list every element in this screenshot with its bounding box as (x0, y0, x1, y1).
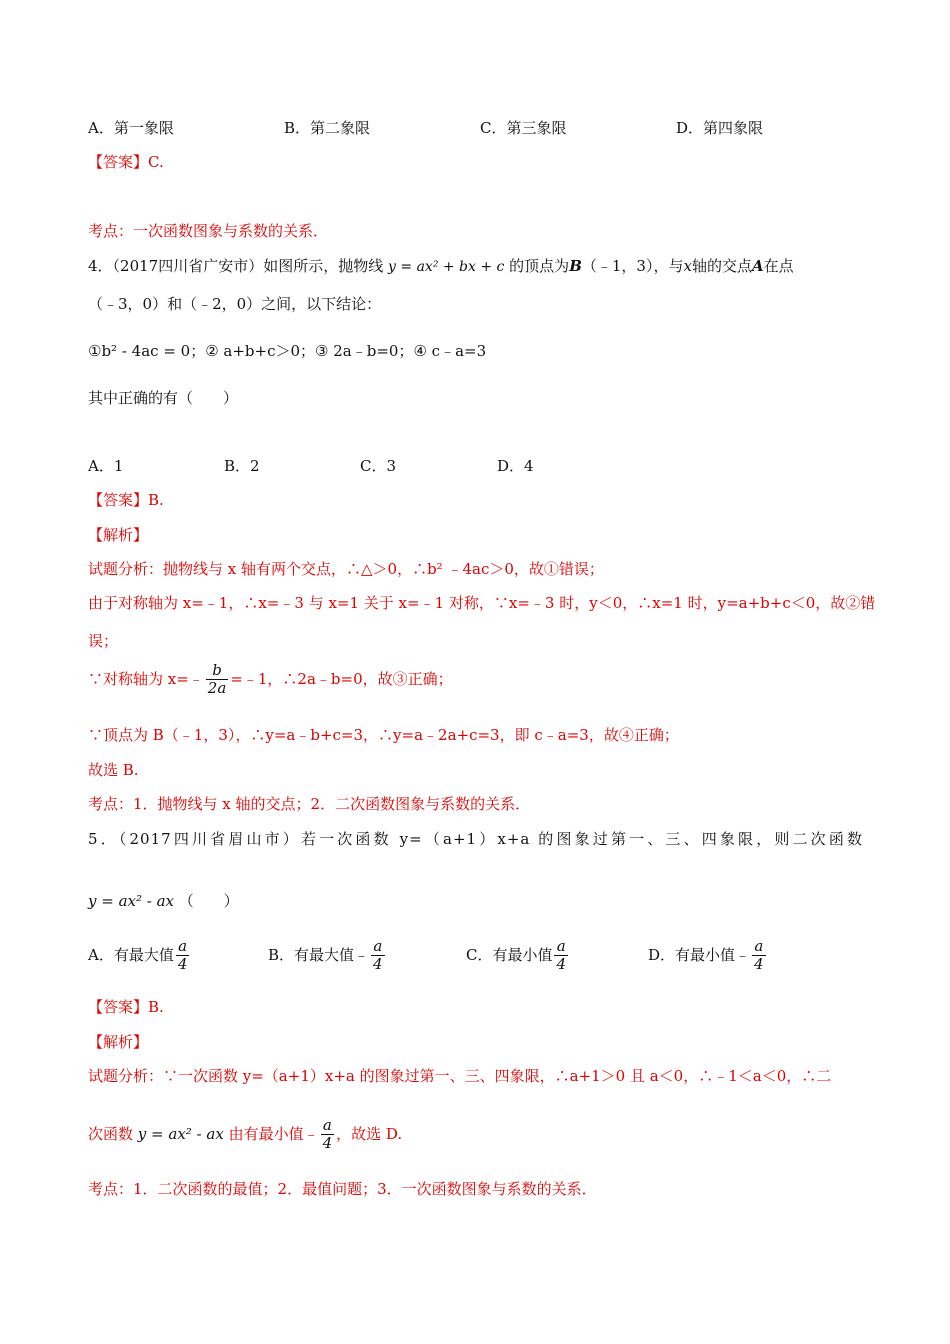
q3-option-a: A．第一象限 (88, 119, 174, 137)
q4-parabola-expr: y = ax² + bx + c (388, 259, 505, 275)
fraction-numerator: a (754, 937, 764, 955)
q5-option-c-fraction (554, 938, 568, 974)
q5-quadratic-expr: y = ax² - ax (88, 892, 175, 910)
q3-answer: 【答案】C. (88, 153, 164, 171)
q5-option-a-fraction (176, 938, 190, 974)
q5-answer: 【答案】B. (88, 998, 164, 1016)
q4-question: 其中正确的有（ ） (88, 389, 239, 407)
q5-option-d-text: D．有最小值 (648, 945, 736, 964)
q3-kaodian: 考点：一次函数图象与系数的关系． (88, 222, 329, 240)
q4-stem-text-b: 的顶点为 (509, 257, 570, 275)
q5-answer-blank: （ ） (178, 892, 239, 910)
q5-option-a (88, 938, 191, 974)
q4-point-a-label: A (751, 257, 764, 275)
q5-option-c (466, 938, 570, 974)
q5-option-d-fraction (752, 938, 766, 974)
q5-option-b-fraction (371, 938, 385, 974)
fraction-numerator: a (322, 1116, 332, 1134)
q5-option-b-sign: ﹣ (354, 945, 370, 964)
q4-analysis-label: 【解析】 (88, 526, 149, 544)
fraction-denominator: 4 (373, 955, 383, 974)
fraction-numerator: a (178, 937, 188, 955)
fraction-denominator: 2a (207, 679, 227, 698)
q4-option-a: A．1 (88, 457, 124, 475)
q5-analysis-2-text-b: 由有最小值﹣ (228, 1124, 319, 1143)
q4-stem-text-d: 轴的交点 (691, 257, 752, 275)
q4-number: 4． (88, 257, 113, 275)
q4-conclusions: ①b² - 4ac = 0；② a+b+c＞0；③ 2a﹣b=0；④ c﹣a=3 (88, 342, 487, 360)
q4-stem-line1 (88, 255, 794, 276)
q4-x-label: x (683, 257, 692, 275)
q3-option-c: C．第三象限 (480, 119, 567, 137)
q5-analysis-1: 试题分析：∵一次函数 y=（a+1）x+a 的图象过第一、三、四象限，∴a+1＞0 且 a＜0，∴﹣1＜a＜0，∴二 (88, 1067, 832, 1085)
q4-vertex-label: B (569, 257, 582, 275)
q4-analysis-4 (88, 662, 453, 698)
q4-analysis-1: 试题分析：抛物线与 x 轴有两个交点，∴△＞0，∴b² ﹣4ac＞0，故①错误； (88, 560, 604, 578)
q4-analysis-4-text-b: =﹣1，∴2a﹣b=0，故③正确； (230, 669, 453, 688)
q5-analysis-expr: y = ax² - ax (137, 1124, 224, 1143)
fraction-denominator: 4 (177, 955, 188, 974)
q4-option-d: D．4 (497, 457, 534, 475)
q4-analysis-2: 由于对称轴为 x=﹣1，∴x=﹣3 与 x=1 关于 x=﹣1 对称，∵x=﹣3 时，y＜0，∴x=1 时，y=a+b+c＜0，故②错 (88, 594, 876, 612)
q4-analysis-4-text: ∵对称轴为 x=﹣ (88, 669, 204, 688)
q4-analysis-6: 故选 B. (88, 761, 139, 779)
q4-fraction-b-2a (206, 662, 229, 698)
q3-option-d: D．第四象限 (676, 119, 764, 137)
fraction-denominator: 4 (322, 1134, 333, 1153)
q5-analysis-fraction (321, 1117, 335, 1153)
q5-analysis-2 (88, 1117, 402, 1153)
q5-option-b (268, 938, 387, 974)
q5-option-d-sign: ﹣ (735, 945, 751, 964)
q4-stem-text-c: （﹣1，3），与 (581, 257, 684, 275)
fraction-denominator: 4 (754, 955, 764, 974)
fraction-numerator: a (556, 937, 566, 955)
q4-stem-text-e: 在点 (763, 257, 794, 275)
q5-analysis-2-text-c: ，故选 D. (336, 1124, 403, 1143)
q4-option-c: C．3 (360, 457, 397, 475)
fraction-denominator: 4 (556, 955, 567, 974)
q5-option-d (648, 938, 768, 974)
q4-source: （2017四川省广安市） (112, 257, 264, 275)
q4-stem-line2: （﹣3，0）和（﹣2，0）之间，以下结论： (88, 295, 382, 313)
q5-analysis-2-text: 次函数 (88, 1124, 134, 1143)
q5-kaodian: 考点：1．二次函数的最值；2．最值问题；3．一次函数图象与系数的关系． (88, 1180, 597, 1198)
q4-analysis-5: ∵顶点为 B（﹣1，3），∴y=a﹣b+c=3，∴y=a﹣2a+c=3，即 c﹣a=3，故④正确； (88, 726, 679, 744)
q5-analysis-label: 【解析】 (88, 1033, 149, 1051)
q5-option-c-text: C．有最小值 (466, 945, 553, 964)
q5-option-b-text: B．有最大值 (268, 945, 355, 964)
q5-option-a-text: A．有最大值 (88, 945, 174, 964)
q4-kaodian: 考点：1．抛物线与 x 轴的交点；2．二次函数图象与系数的关系． (88, 795, 531, 813)
q3-option-b: B．第二象限 (284, 119, 371, 137)
q5-stem-line1: 5．（2017四川省眉山市）若一次函数 y=（a+1）x+a 的图象过第一、三、四象限，则二次函数 (88, 830, 863, 848)
q5-stem-line2 (88, 890, 239, 911)
fraction-numerator: b (212, 661, 222, 679)
q4-option-b: B．2 (224, 457, 260, 475)
q4-analysis-3: 误； (88, 632, 119, 650)
q4-answer: 【答案】B. (88, 491, 164, 509)
fraction-numerator: a (373, 937, 383, 955)
q4-stem-text: 如图所示，抛物线 (263, 257, 384, 275)
